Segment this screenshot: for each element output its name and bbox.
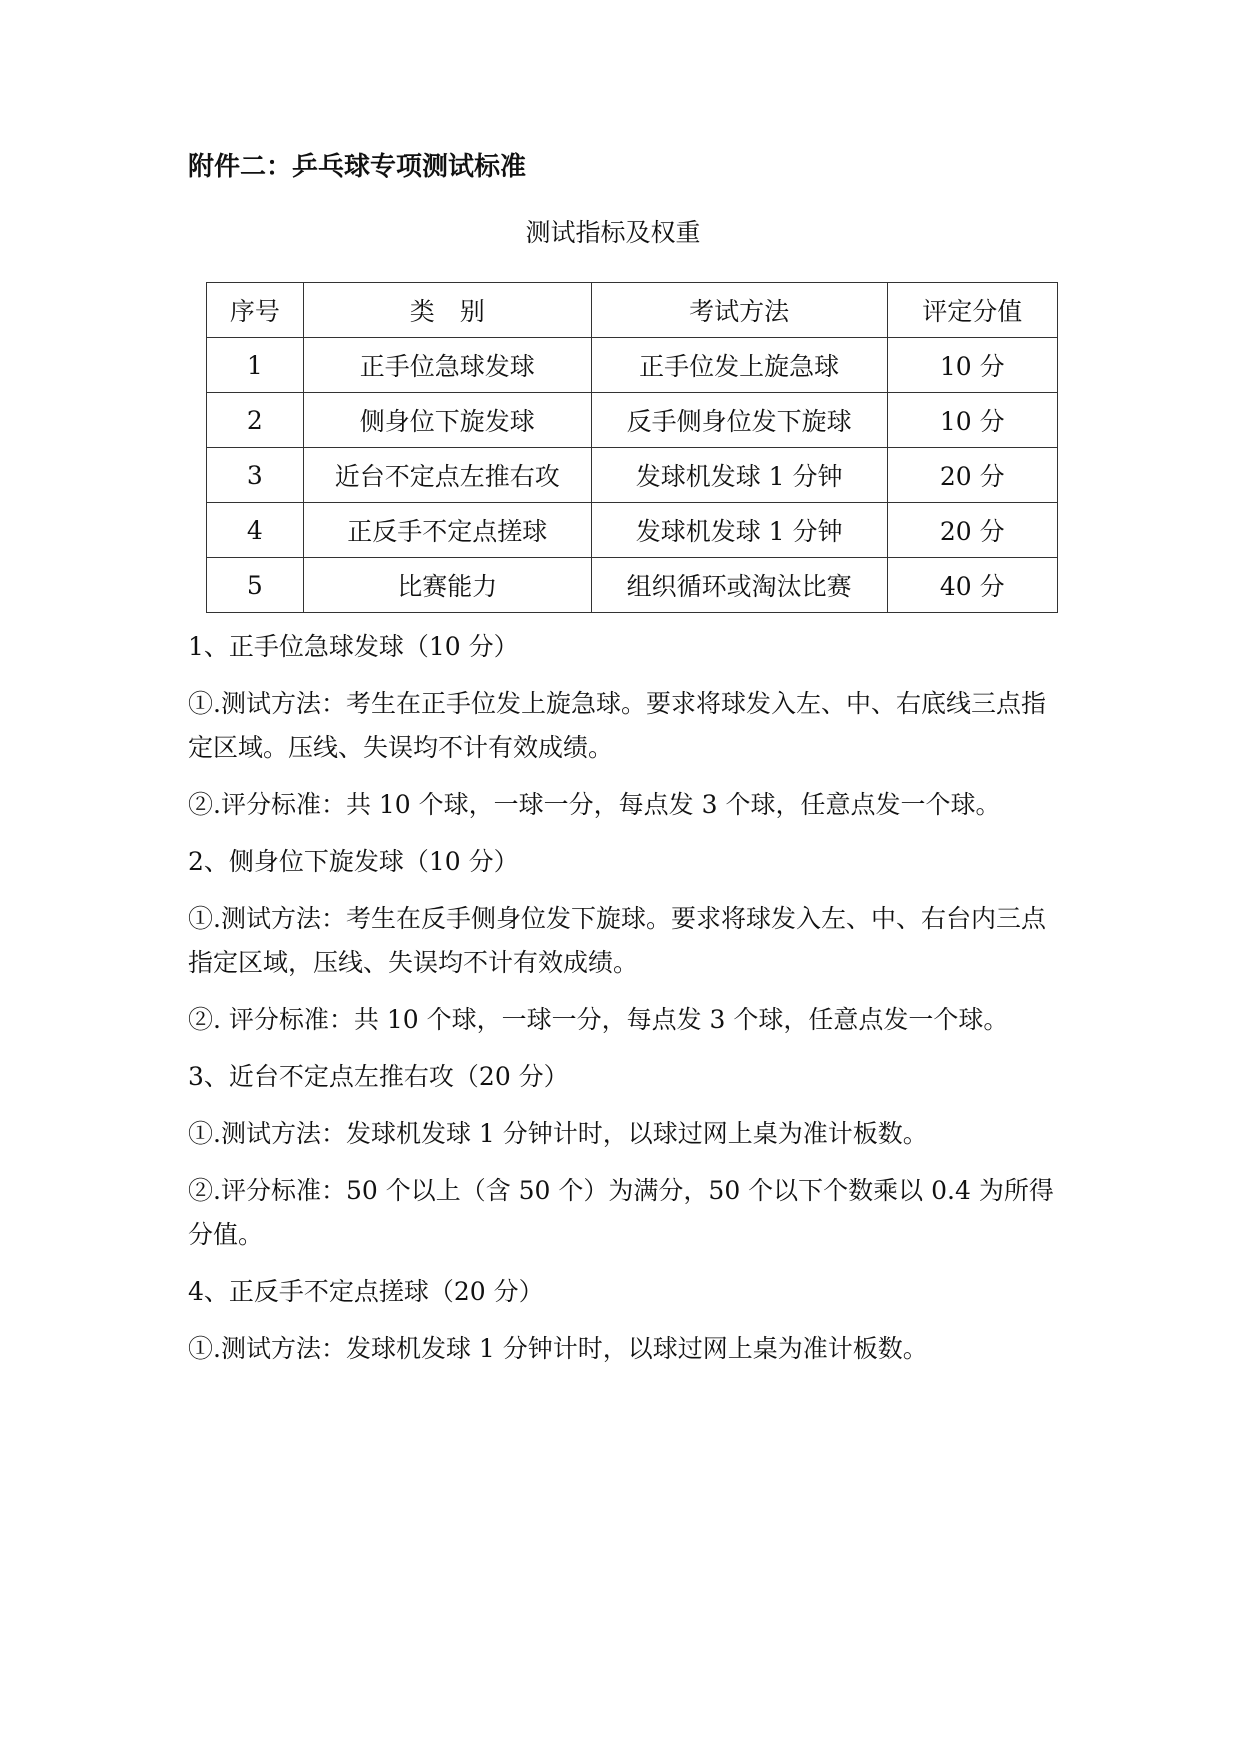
- table-cell: 2: [207, 393, 304, 448]
- section-heading: 4、正反手不定点搓球（20 分）: [188, 1277, 544, 1306]
- table-row: [207, 338, 1058, 393]
- table-header-row: [207, 283, 1058, 338]
- table-cell: 发球机发球 1 分钟: [591, 503, 887, 558]
- table-cell: 4: [207, 503, 304, 558]
- table-cell: 近台不定点左推右攻: [303, 448, 591, 503]
- table-cell: 5: [207, 558, 304, 613]
- paragraph: ①.测试方法：考生在反手侧身位发下旋球。要求将球发入左、中、右台内三点指定区域，压线、失误均不计有效成绩。: [188, 904, 1046, 977]
- table-cell: 10 分: [887, 338, 1057, 393]
- section-heading: 2、侧身位下旋发球（10 分）: [188, 847, 519, 876]
- paragraph: ②.评分标准：共 10 个球，一球一分，每点发 3 个球，任意点发一个球。: [188, 790, 1001, 819]
- table-header-cell: 序号: [207, 283, 304, 338]
- table-cell: 20 分: [887, 503, 1057, 558]
- paragraph: ①.测试方法：发球机发球 1 分钟计时，以球过网上桌为准计板数。: [188, 1334, 928, 1363]
- paragraph: ①.测试方法：发球机发球 1 分钟计时，以球过网上桌为准计板数。: [188, 1119, 928, 1148]
- table-cell: 正手位发上旋急球: [591, 338, 887, 393]
- table-header-cell: 考试方法: [591, 283, 887, 338]
- table-cell: 比赛能力: [303, 558, 591, 613]
- body-text: [188, 625, 1058, 1371]
- document-heading: 附件二：乒乓球专项测试标准: [188, 152, 527, 182]
- table-cell: 反手侧身位发下旋球: [591, 393, 887, 448]
- table-header-cell: 评定分值: [887, 283, 1057, 338]
- table-cell: 正手位急球发球: [303, 338, 591, 393]
- paragraph: ②.评分标准：50 个以上（含 50 个）为满分，50 个以下个数乘以 0.4 为所得分值。: [188, 1176, 1054, 1249]
- document-page: [188, 150, 1058, 1384]
- scoring-table: [206, 282, 1058, 613]
- table-title: 测试指标及权重: [525, 218, 701, 247]
- table-cell: 发球机发球 1 分钟: [591, 448, 887, 503]
- table-header-cell: 类 别: [303, 283, 591, 338]
- paragraph: ②. 评分标准：共 10 个球，一球一分，每点发 3 个球，任意点发一个球。: [188, 1005, 1009, 1034]
- table-row: [207, 558, 1058, 613]
- table-cell: 正反手不定点搓球: [303, 503, 591, 558]
- table-cell: 20 分: [887, 448, 1057, 503]
- table-cell: 3: [207, 448, 304, 503]
- paragraph: ①.测试方法：考生在正手位发上旋急球。要求将球发入左、中、右底线三点指定区域。压线、失误均不计有效成绩。: [188, 689, 1046, 762]
- table-row: [207, 393, 1058, 448]
- table-row: [207, 503, 1058, 558]
- table-cell: 10 分: [887, 393, 1057, 448]
- table-cell: 侧身位下旋发球: [303, 393, 591, 448]
- section-heading: 1、正手位急球发球（10 分）: [188, 632, 519, 661]
- section-heading: 3、近台不定点左推右攻（20 分）: [188, 1062, 569, 1091]
- table-cell: 40 分: [887, 558, 1057, 613]
- table-cell: 组织循环或淘汰比赛: [591, 558, 887, 613]
- table-row: [207, 448, 1058, 503]
- table-cell: 1: [207, 338, 304, 393]
